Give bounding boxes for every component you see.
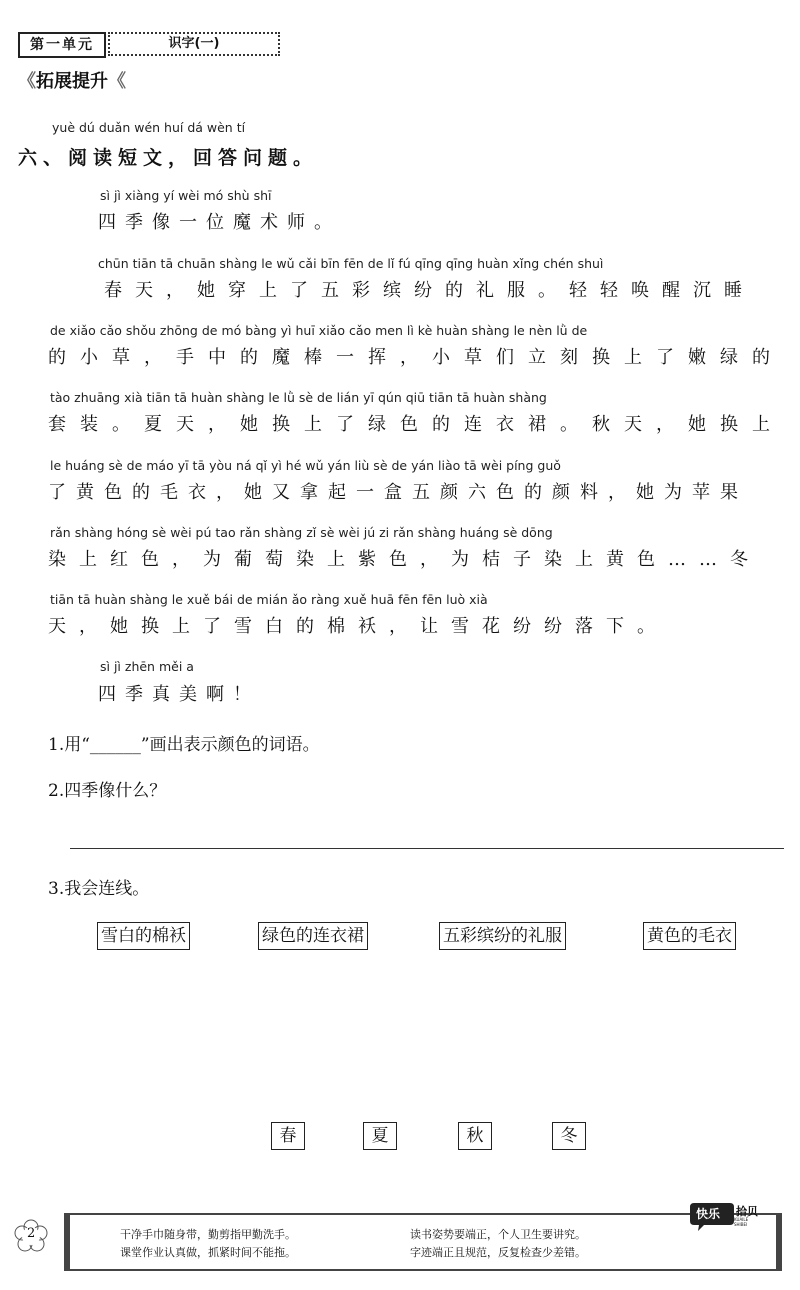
answer-line[interactable] [70, 848, 784, 849]
question-title-pinyin: yuè dú duǎn wén huí dá wèn tí [52, 120, 246, 135]
passage-line: 染上红色，为葡萄染上紫色，为桔子染上黄色……冬 [48, 549, 761, 570]
passage-line: 四季真美啊！ [98, 684, 260, 705]
footer-right-line2: 字迹端正且规范，反复检查少差错。 [410, 1246, 586, 1259]
passage-line: 的小草，手中的魔棒一挥，小草们立刻换上了嫩绿的 [48, 347, 784, 368]
clothing-box-green-dress[interactable]: 绿色的连衣裙 [258, 922, 368, 950]
passage-pinyin: chūn tiān tā chuān shàng le wǔ cǎi bīn fēn de lǐ fú qīng qīng huàn xǐng chén shuì [98, 256, 604, 271]
footer-left-line2: 课堂作业认真做，抓紧时间不能拖。 [120, 1246, 296, 1259]
badge-main-text: 快乐 [696, 1207, 721, 1221]
passage-pinyin: tiān tā huàn shàng le xuě bái de mián ǎo ràng xuě huā fēn fēn luò xià [50, 592, 488, 607]
brand-badge [690, 1199, 762, 1233]
clothing-box-yellow-sweater[interactable]: 黄色的毛衣 [643, 922, 736, 950]
footer-left-line1: 干净手巾随身带，勤剪指甲勤洗手。 [120, 1228, 296, 1241]
question-3: 3.我会连线。 [48, 879, 150, 899]
season-box-spring[interactable]: 春 [271, 1122, 305, 1150]
passage-pinyin: sì jì xiàng yí wèi mó shù shī [100, 188, 272, 203]
passage-line: 了黄色的毛衣，她又拿起一盒五颜六色的颜料，她为苹果 [48, 482, 748, 503]
footer-right-bracket [776, 1213, 782, 1271]
right-chevron-icon: 《 [108, 71, 126, 92]
season-box-winter[interactable]: 冬 [552, 1122, 586, 1150]
lesson-label: 识字(一) [108, 32, 280, 56]
passage-pinyin: le huáng sè de máo yī tā yòu ná qǐ yì hé wǔ yán liù sè de yán liào tā wèi píng guǒ [50, 458, 561, 473]
passage-pinyin: sì jì zhēn měi a [100, 659, 194, 674]
footer-frame [64, 1213, 782, 1271]
left-chevron-icon: 《 [18, 71, 36, 92]
passage-line: 天，她换上了雪白的棉袄，让雪花纷纷落下。 [48, 616, 668, 637]
passage-pinyin: rǎn shàng hóng sè wèi pú tao rǎn shàng zǐ sè wèi jú zi rǎn shàng huáng sè dōng [50, 525, 553, 540]
clothing-box-colorful-gown[interactable]: 五彩缤纷的礼服 [439, 922, 566, 950]
badge-sub-text: KUAILE SHIBEI [734, 1217, 749, 1227]
passage-pinyin: de xiǎo cǎo shǒu zhōng de mó bàng yì huī xiǎo cǎo men lì kè huàn shàng le nèn lǜ de [50, 323, 588, 338]
question-title: 六、阅读短文，回答问题。 [18, 147, 319, 169]
passage-pinyin: tào zhuāng xià tiān tā huàn shàng le lǜ sè de lián yī qún qiū tiān tā huàn shàng [50, 390, 547, 405]
footer-left-bracket [64, 1213, 70, 1271]
passage-line: 四季像一位魔术师。 [98, 212, 341, 233]
page-number: 2 [27, 1226, 36, 1241]
section-banner [18, 70, 126, 94]
passage-line: 套装。夏天，她换上了绿色的连衣裙。秋天，她换上 [48, 414, 784, 435]
clothing-box-snow-white-coat[interactable]: 雪白的棉袄 [97, 922, 190, 950]
question-2: 2.四季像什么？ [48, 781, 167, 801]
footer-right-line1: 读书姿势要端正，个人卫生要讲究。 [410, 1228, 586, 1241]
unit-label: 第一单元 [18, 32, 106, 58]
question-1: 1.用“______”画出表示颜色的词语。 [48, 735, 320, 755]
season-box-autumn[interactable]: 秋 [458, 1122, 492, 1150]
badge-side-text: 拾贝 [736, 1205, 758, 1218]
banner-title: 拓展提升 [36, 71, 108, 92]
passage-line: 春天，她穿上了五彩缤纷的礼服。轻轻唤醒沉睡 [104, 280, 755, 301]
season-box-summer[interactable]: 夏 [363, 1122, 397, 1150]
